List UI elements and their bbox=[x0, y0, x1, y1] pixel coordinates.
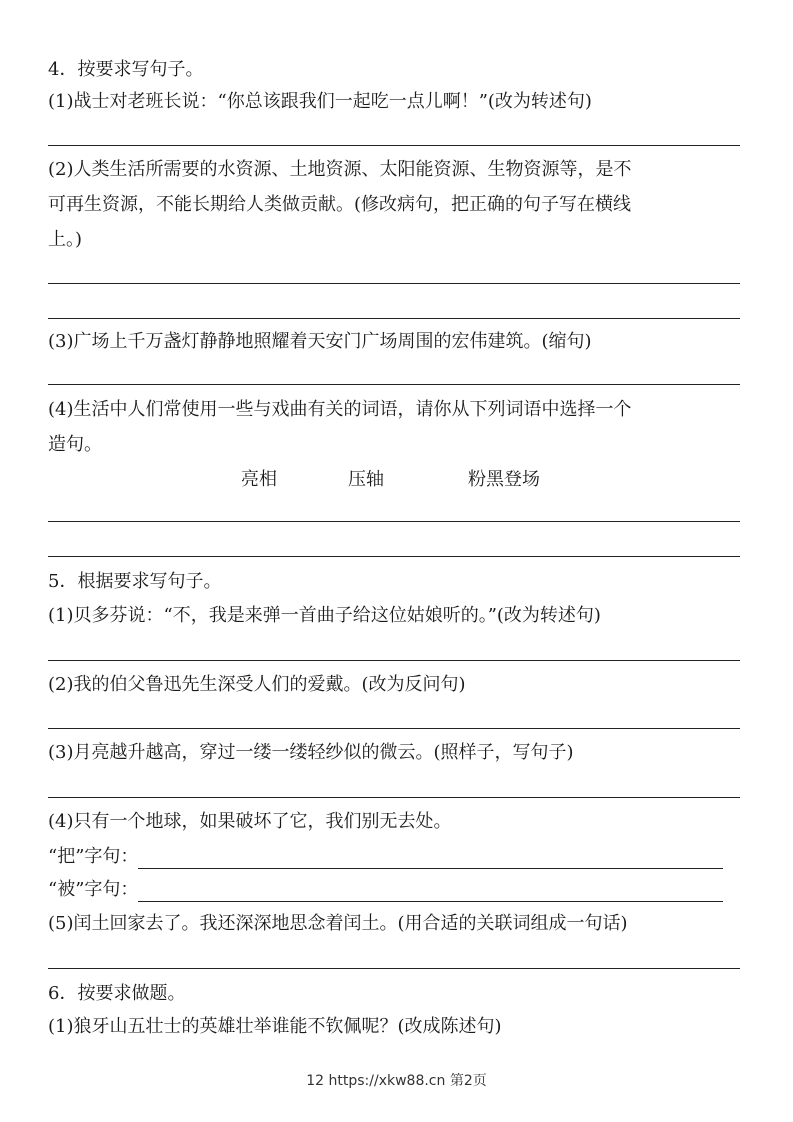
word-option: 粉黑登场 bbox=[468, 469, 540, 490]
section5-heading: 5．根据要求写句子。 bbox=[48, 571, 222, 592]
answer-line[interactable] bbox=[48, 797, 740, 798]
answer-line[interactable] bbox=[48, 145, 740, 146]
bei-sentence-row bbox=[48, 878, 723, 902]
section6-q1: (1)狼牙山五壮士的英雄壮举谁能不钦佩呢？(改成陈述句) bbox=[48, 1016, 502, 1037]
section4-q3: (3)广场上千万盏灯静静地照耀着天安门广场周围的宏伟建筑。(缩句) bbox=[48, 331, 592, 352]
section5-q3: (3)月亮越升越高，穿过一缕一缕轻纱似的微云。(照样子，写句子) bbox=[48, 742, 574, 763]
section4-q2-line1: (2)人类生活所需要的水资源、土地资源、太阳能资源、生物资源等，是不 bbox=[48, 159, 632, 180]
section6-heading: 6．按要求做题。 bbox=[48, 983, 186, 1004]
answer-line[interactable] bbox=[48, 556, 740, 557]
section4-q4-line1: (4)生活中人们常使用一些与戏曲有关的词语，请你从下列词语中选择一个 bbox=[48, 399, 632, 420]
section4-q1: (1)战士对老班长说：“你总该跟我们一起吃一点儿啊！”(改为转述句) bbox=[48, 91, 592, 112]
page-footer: 12 https://xkw88.cn 第2页 bbox=[306, 1073, 487, 1089]
word-option: 压轴 bbox=[348, 469, 384, 490]
word-option: 亮相 bbox=[241, 469, 277, 490]
section4-q4-line2: 造句。 bbox=[48, 434, 102, 455]
section5-q4: (4)只有一个地球，如果破坏了它，我们别无去处。 bbox=[48, 811, 452, 832]
bei-sentence-answer-line[interactable] bbox=[138, 881, 723, 902]
section4-q2-line3: 上。) bbox=[48, 229, 83, 250]
ba-sentence-answer-line[interactable] bbox=[138, 848, 723, 869]
section4-heading: 4．按要求写句子。 bbox=[48, 59, 204, 80]
section5-q1: (1)贝多芬说：“不，我是来弹一首曲子给这位姑娘听的。”(改为转述句) bbox=[48, 605, 601, 626]
section5-q2: (2)我的伯父鲁迅先生深受人们的爱戴。(改为反问句) bbox=[48, 674, 466, 695]
bei-sentence-label: “被”字句： bbox=[48, 879, 139, 900]
answer-line[interactable] bbox=[48, 660, 740, 661]
answer-line[interactable] bbox=[48, 728, 740, 729]
ba-sentence-label: “把”字句： bbox=[48, 846, 139, 867]
answer-line[interactable] bbox=[48, 318, 740, 319]
section5-q5: (5)闰土回家去了。我还深深地思念着闰土。(用合适的关联词组成一句话) bbox=[48, 913, 628, 934]
section4-q2-line2: 可再生资源，不能长期给人类做贡献。(修改病句，把正确的句子写在横线 bbox=[48, 194, 632, 215]
answer-line[interactable] bbox=[48, 968, 740, 969]
answer-line[interactable] bbox=[48, 384, 740, 385]
ba-sentence-row bbox=[48, 845, 723, 869]
answer-line[interactable] bbox=[48, 521, 740, 522]
answer-line[interactable] bbox=[48, 283, 740, 284]
